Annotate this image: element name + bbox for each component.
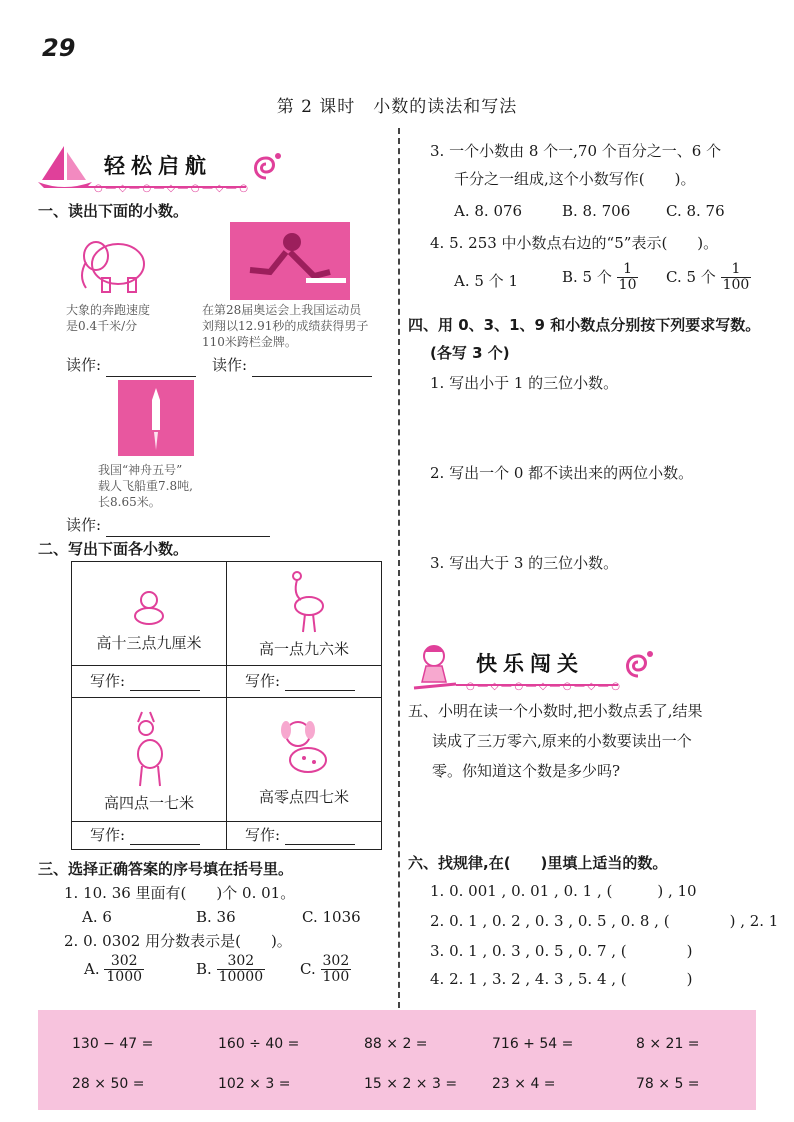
s3-q1-option-a[interactable]: A. 6: [82, 908, 112, 926]
banner-warmup: [36, 142, 286, 198]
write-label: 写作:: [245, 826, 281, 844]
calc-item: 160 ÷ 40 =: [218, 1036, 300, 1052]
table-cell: [72, 562, 227, 666]
s6-question-4: 4. 2. 1 , 3. 2 , 4. 3 , 5. 4 , ( ): [430, 970, 693, 988]
answer-line[interactable]: [285, 829, 355, 845]
option-label: A. 5 个 1: [454, 272, 518, 290]
s3-question-3-line2: 千分之一组成,这个小数写作( )。: [454, 170, 696, 188]
answer-line[interactable]: [106, 521, 270, 537]
section4-subtitle: (各写 3 个): [430, 344, 510, 362]
table-cell: [227, 698, 382, 822]
sailboat-icon: [36, 142, 94, 192]
banner-title: 快乐闯关: [476, 652, 584, 676]
denominator: 10: [618, 277, 637, 294]
s3-q3-option-c[interactable]: C. 8. 76: [666, 202, 725, 220]
calc-item: 716 + 54 =: [492, 1036, 574, 1052]
read-label: 读作:: [66, 356, 102, 374]
cell-label: 高零点四七米: [258, 788, 349, 806]
s6-question-1: 1. 0. 001 , 0. 01 , 0. 1 , ( ) , 10: [430, 882, 697, 900]
banner-dots: ○―◇―○―◇―○―◇―○: [466, 681, 623, 692]
fraction: [217, 954, 266, 986]
cell-label: 高四点一七米: [103, 794, 194, 812]
numerator: 302: [322, 953, 350, 969]
fraction: [104, 954, 144, 986]
calc-item: 23 × 4 =: [492, 1076, 556, 1092]
s3-q3-option-a[interactable]: A. 8. 076: [454, 202, 523, 220]
option-label: C. 5 个: [666, 267, 716, 286]
numerator: 302: [217, 954, 266, 970]
hurdler-photo: [230, 222, 350, 300]
section1-title: 一、读出下面的小数。: [38, 202, 189, 220]
cell-label: 高十三点九厘米: [96, 634, 202, 652]
calc-item: 88 × 2 =: [364, 1036, 428, 1052]
section4-title: 四、用 0、3、1、9 和小数点分别按下列要求写数。: [408, 316, 761, 334]
answer-line[interactable]: [106, 361, 196, 377]
calc-item: 102 × 3 =: [218, 1076, 291, 1092]
cell-label: 高一点九六米: [258, 640, 349, 658]
deer-icon: [124, 710, 174, 788]
s3-question-1: 1. 10. 36 里面有( )个 0. 01。: [64, 884, 296, 902]
swirl-icon: [246, 148, 286, 188]
chick-icon: [127, 586, 171, 626]
denominator: 100: [322, 969, 350, 986]
banner-title: 轻松启航: [104, 154, 212, 178]
column-divider: [398, 128, 400, 1008]
page-number: 29: [42, 34, 76, 62]
s3-q4-option-a[interactable]: [454, 270, 518, 293]
write-cell: [72, 822, 227, 850]
answer-line[interactable]: [252, 361, 372, 377]
fraction: [321, 954, 352, 986]
s4-question-3: 3. 写出大于 3 的三位小数。: [430, 554, 619, 572]
s3-q2-option-b[interactable]: [196, 954, 265, 986]
read-row-3: [66, 514, 270, 537]
s3-question-4: 4. 5. 253 中小数点右边的“5”表示( )。: [430, 234, 719, 252]
mascot-icon: [408, 640, 462, 694]
read-row-1: [66, 354, 196, 377]
calc-item: 78 × 5 =: [636, 1076, 700, 1092]
s3-q2-option-a[interactable]: [84, 954, 144, 986]
caption-rocket: 我国“神舟五号” 载人飞船重7.8吨, 长8.65米。: [98, 463, 193, 510]
banner-dots: ○―◇―○―◇―○―◇―○: [94, 183, 251, 194]
table-cell: [72, 698, 227, 822]
s5-line-1: 五、小明在读一个小数时,把小数点丢了,结果: [408, 702, 703, 720]
numerator: 302: [104, 954, 144, 970]
lesson-title: 第 2 课时 小数的读法和写法: [276, 97, 518, 117]
wavy-border: [38, 1004, 756, 1016]
write-label: 写作:: [90, 826, 126, 844]
s6-question-3: 3. 0. 1 , 0. 3 , 0. 5 , 0. 7 , ( ): [430, 942, 693, 960]
answer-line[interactable]: [130, 675, 200, 691]
measurement-table: [71, 561, 382, 850]
s3-q1-option-c[interactable]: C. 1036: [302, 908, 361, 926]
write-cell: [72, 666, 227, 698]
s4-question-2: 2. 写出一个 0 都不读出来的两位小数。: [430, 464, 694, 482]
section3-title: 三、选择正确答案的序号填在括号里。: [38, 860, 294, 878]
fraction: [721, 262, 752, 294]
mental-math-box: [38, 1010, 756, 1110]
denominator: 1000: [106, 969, 143, 986]
ostrich-icon: [279, 570, 329, 634]
hurdler-icon: [230, 222, 350, 300]
fraction: [617, 262, 639, 294]
s3-q1-option-b[interactable]: B. 36: [196, 908, 236, 926]
denominator: 100: [722, 277, 750, 294]
s6-question-2: 2. 0. 1 , 0. 2 , 0. 3 , 0. 5 , 0. 8 , ( ) , 2. 1: [430, 912, 779, 930]
banner-challenge: [408, 640, 658, 696]
s4-question-1: 1. 写出小于 1 的三位小数。: [430, 374, 619, 392]
option-label: A.: [84, 959, 100, 978]
option-label: B.: [196, 959, 212, 978]
s5-line-2: 读成了三万零六,原来的小数要读出一个: [432, 732, 692, 750]
section6-title: 六、找规律,在( )里填上适当的数。: [408, 854, 668, 872]
option-label: B. 5 个: [562, 267, 612, 286]
option-label: C.: [300, 959, 316, 978]
read-label: 读作:: [212, 356, 248, 374]
write-label: 写作:: [90, 672, 126, 690]
swirl-icon: [618, 646, 658, 686]
numerator: 1: [721, 262, 752, 278]
s3-q4-option-c[interactable]: [666, 262, 751, 294]
elephant-icon: [74, 232, 154, 298]
s3-q2-option-c[interactable]: [300, 954, 351, 986]
calc-item: 130 − 47 =: [72, 1036, 154, 1052]
s3-q4-option-b[interactable]: [562, 262, 638, 294]
table-cell: [227, 562, 382, 666]
write-cell: [227, 822, 382, 850]
rocket-icon: [118, 380, 194, 456]
denominator: 10000: [218, 969, 264, 986]
s3-question-2: 2. 0. 0302 用分数表示是( )。: [64, 932, 292, 950]
caption-elephant: 大象的奔跑速度 是0.4千米/分: [66, 303, 151, 334]
numerator: 1: [617, 262, 639, 278]
calc-item: 8 × 21 =: [636, 1036, 700, 1052]
read-row-2: [212, 354, 372, 377]
puppy-icon: [274, 716, 334, 780]
rocket-photo: [118, 380, 194, 456]
answer-line[interactable]: [285, 675, 355, 691]
caption-hurdler: 在第28届奥运会上我国运动员 刘翔以12.91秒的成绩获得男子 110米跨栏金牌。: [202, 303, 369, 350]
write-label: 写作:: [245, 672, 281, 690]
calc-item: 15 × 2 × 3 =: [364, 1076, 458, 1092]
read-label: 读作:: [66, 516, 102, 534]
write-cell: [227, 666, 382, 698]
s5-line-3: 零。你知道这个数是多少吗?: [432, 762, 621, 780]
section2-title: 二、写出下面各小数。: [38, 540, 189, 558]
s3-question-3-line1: 3. 一个小数由 8 个一,70 个百分之一、6 个: [430, 142, 722, 160]
s3-q3-option-b[interactable]: B. 8. 706: [562, 202, 631, 220]
calc-item: 28 × 50 =: [72, 1076, 145, 1092]
answer-line[interactable]: [130, 829, 200, 845]
